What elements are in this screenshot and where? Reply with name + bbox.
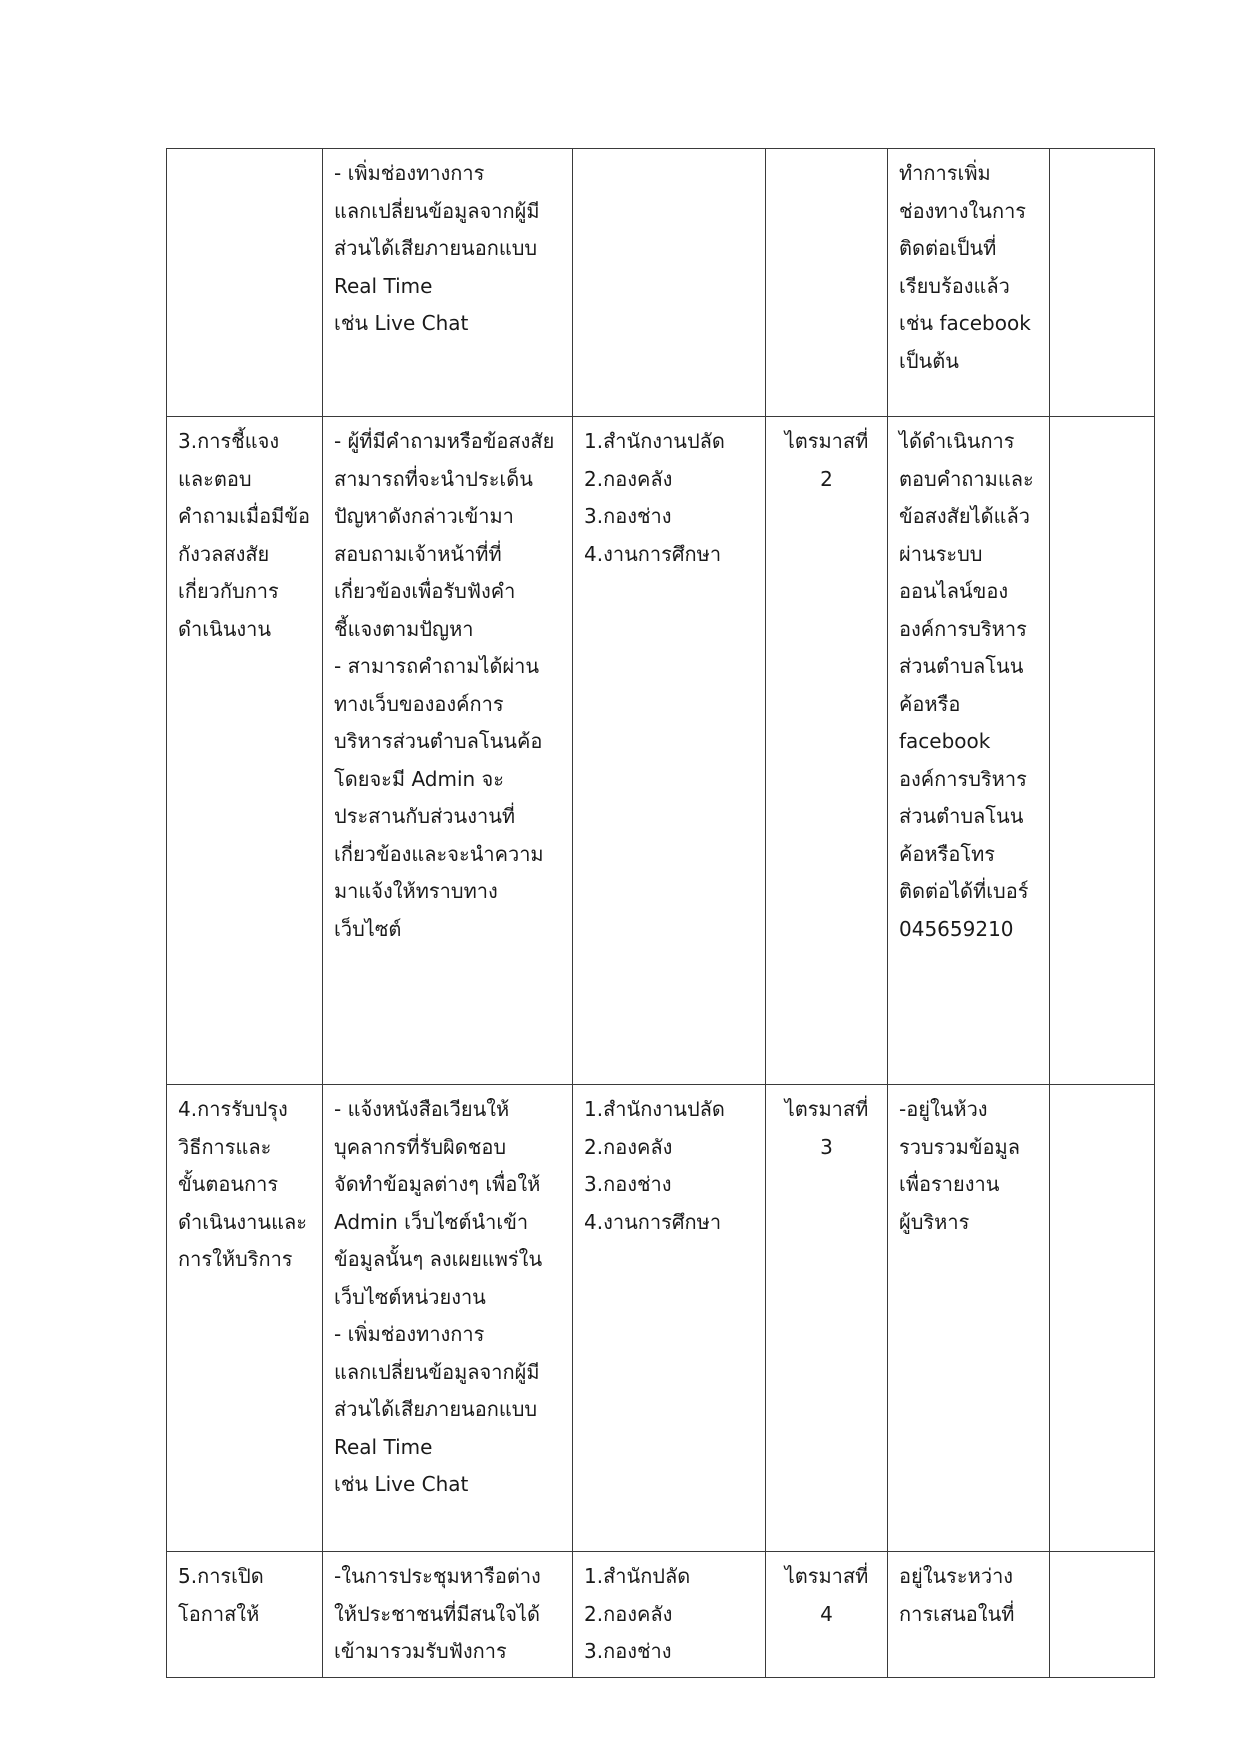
action-plan-table [166,148,1155,1678]
topic-cell: 4.การรับปรุง วิธีการและ ขั้นตอนการ ดำเนินงานและ การให้บริการ [167,1085,323,1552]
period-cell: ไตรมาสที่ 2 [766,417,888,1085]
period-cell: ไตรมาสที่ 3 [766,1085,888,1552]
note-cell [1050,417,1155,1085]
result-cell: ทำการเพิ่ม ช่องทางในการ ติดต่อเป็นที่ เรียบร้องแล้ว เช่น facebook เป็นต้น [888,149,1050,417]
responsible-cell: 1.สำนักงานปลัด 2.กองคลัง 3.กองช่าง 4.งานการศึกษา [573,1085,766,1552]
table-row [167,1085,1155,1552]
method-cell: -ในการประชุมหารือต่าง ให้ประชาชนที่มีสนใจได้ เข้ามารวมรับฟังการ [323,1552,573,1678]
note-cell [1050,149,1155,417]
period-cell: ไตรมาสที่ 4 [766,1552,888,1678]
method-cell: - แจ้งหนังสือเวียนให้ บุคลากรที่รับผิดชอบ จัดทำข้อมูลต่างๆ เพื่อให้ Admin เว็บไซต์นำเข้า ข้อมูลนั้นๆ ลงเผยแพร่ใน เว็บไซต์หน่วยงาน - เพิ่มช่องทางการ แลกเปลี่ยนข้อมูลจากผู้มี ส่วนได้เสียภายนอกแบบ Real Time เช่น Live Chat [323,1085,573,1552]
responsible-cell: 1.สำนักงานปลัด 2.กองคลัง 3.กองช่าง 4.งานการศึกษา [573,417,766,1085]
note-cell [1050,1085,1155,1552]
method-cell: - ผู้ที่มีคำถามหรือข้อสงสัย สามารถที่จะนำประเด็น ปัญหาดังกล่าวเข้ามา สอบถามเจ้าหน้าที่ที่ เกี่ยวข้องเพื่อรับฟังคำ ชี้แจงตามปัญหา - สามารถคำถามได้ผ่าน ทางเว็บขององค์การ บริหารส่วนตำบลโนนค้อ โดยจะมี Admin จะ ประสานกับส่วนงานที่ เกี่ยวข้องและจะนำความ มาแจ้งให้ทราบทาง เว็บไซต์ [323,417,573,1085]
note-cell [1050,1552,1155,1678]
topic-cell: 5.การเปิด โอกาสให้ [167,1552,323,1678]
responsible-cell: 1.สำนักปลัด 2.กองคลัง 3.กองช่าง [573,1552,766,1678]
responsible-cell [573,149,766,417]
topic-cell [167,149,323,417]
table-row [167,1552,1155,1678]
table-row [167,417,1155,1085]
table-row [167,149,1155,417]
topic-cell: 3.การชี้แจง และตอบ คำถามเมื่อมีข้อ กังวลสงสัย เกี่ยวกับการ ดำเนินงาน [167,417,323,1085]
method-cell: - เพิ่มช่องทางการ แลกเปลี่ยนข้อมูลจากผู้มี ส่วนได้เสียภายนอกแบบ Real Time เช่น Live Chat [323,149,573,417]
result-cell: -อยู่ในห้วง รวบรวมข้อมูล เพื่อรายงาน ผู้บริหาร [888,1085,1050,1552]
result-cell: ได้ดำเนินการ ตอบคำถามและ ข้อสงสัยได้แล้ว ผ่านระบบ ออนไลน์ของ องค์การบริหาร ส่วนตำบลโนน ค้อหรือ facebook องค์การบริหาร ส่วนตำบลโนน ค้อหรือโทร ติดต่อได้ที่เบอร์ 045659210 [888,417,1050,1085]
result-cell: อยู่ในระหว่าง การเสนอในที่ [888,1552,1050,1678]
period-cell [766,149,888,417]
